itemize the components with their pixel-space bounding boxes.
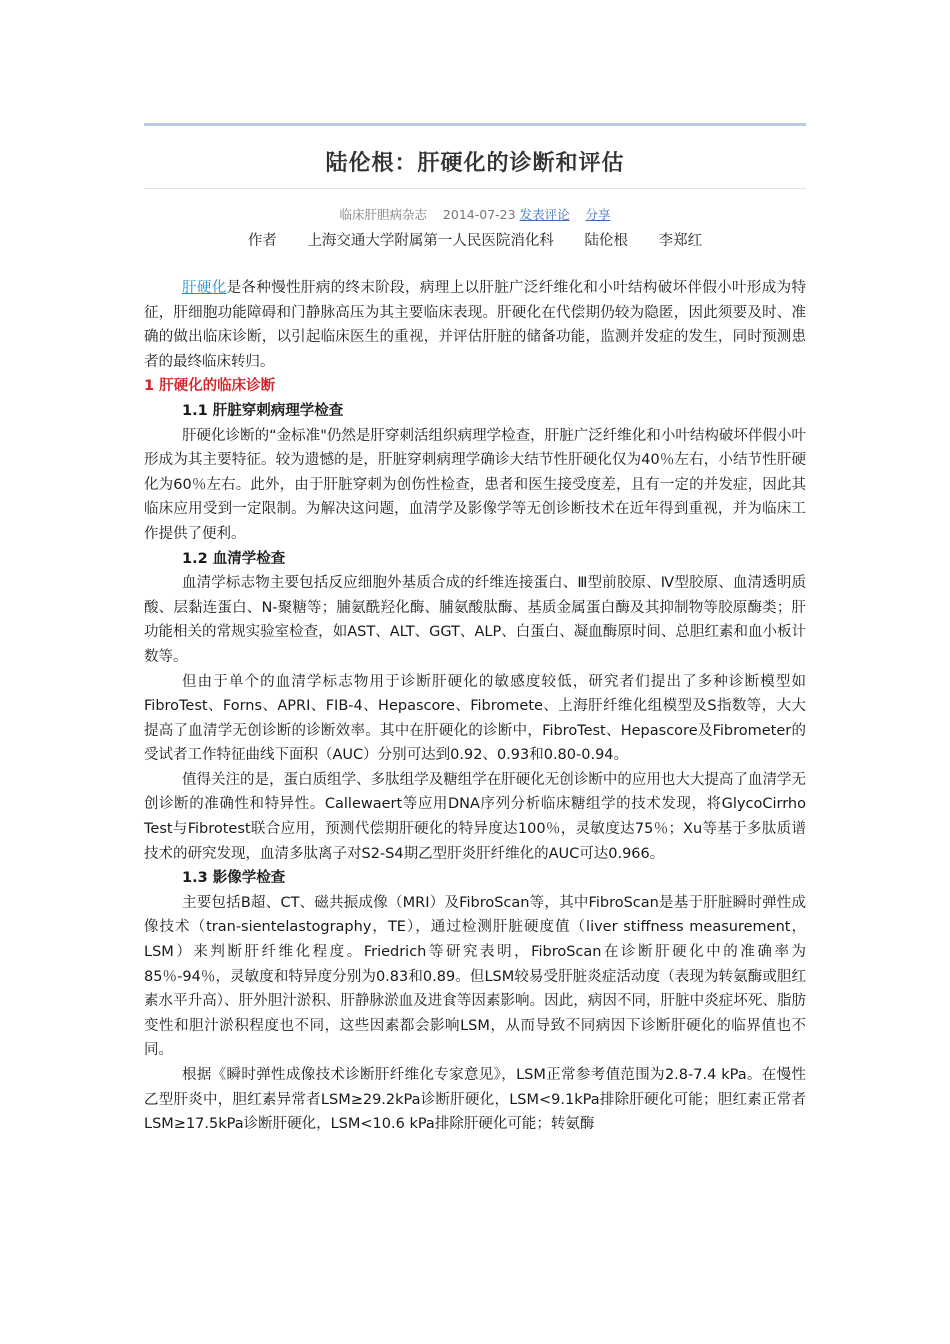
article-title: 陆伦根：肝硬化的诊断和评估 bbox=[325, 151, 625, 176]
body-paragraph: 血清学标志物主要包括反应细胞外基质合成的纤维连接蛋白、Ⅲ型前胶原、Ⅳ型胶原、血清透明质酸、层黏连蛋白、N-聚糖等；脯氨酰羟化酶、脯氨酸肽酶、基质金属蛋白酶及其抑制物等胶原酶类；肝功能相关的常规实验室检查，如AST、ALT、GGT、ALP、白蛋白、凝血酶原时间、总胆红素和血小板计数等。 bbox=[144, 575, 806, 665]
author-affiliation: 上海交通大学附属第一人民医院消化科 bbox=[307, 233, 554, 249]
article-body bbox=[144, 276, 806, 1137]
subsection-heading: 1.3 影像学检查 bbox=[182, 870, 286, 887]
author-name: 李郑红 bbox=[658, 233, 703, 249]
share-link[interactable]: 分享 bbox=[585, 207, 611, 222]
body-paragraph: 但由于单个的血清学标志物用于诊断肝硬化的敏感度较低，研究者们提出了多种诊断模型如FibroTest、Forns、APRI、FIB-4、Hepascore、Fibromete、上海肝纤维化组模型及S指数等，大大提高了血清学无创诊断的诊断效率。其中在肝硬化的诊断中，FibroTest、Hepascore及Fibrometer的受试者工作特征曲线下面积（AUC）分别可达到0.92、0.93和0.80-0.94。 bbox=[144, 673, 806, 764]
body-paragraph: 值得关注的是，蛋白质组学、多肽组学及糖组学在肝硬化无创诊断中的应用也大大提高了血清学无创诊断的准确性和特异性。Callewaert等应用DNA序列分析临床糖组学的技术发现，将GlycoCirrho Test与Fibrotest联合应用，预测代偿期肝硬化的特异度达100％，灵敏度达75％；Xu等基于多肽质谱技术的研究发现，血清多肽离子对S2-S4期乙型肝炎肝纤维化的AUC可达0.966。 bbox=[144, 771, 806, 862]
source-journal: 临床肝胆病杂志 bbox=[339, 207, 428, 222]
intro-paragraph bbox=[144, 276, 806, 374]
author-line bbox=[144, 229, 806, 250]
body-paragraph: 肝硬化诊断的“金标准"仍然是肝穿刺活组织病理学检查，肝脏广泛纤维化和小叶结构破坏伴假小叶形成为其主要特征。较为遗憾的是，肝脏穿刺病理学确诊大结节性肝硬化仅为40％左右，小结节性肝硬化为60％左右。此外，由于肝脏穿刺为创伤性检查，患者和医生接受度差，且有一定的并发症，因此其临床应用受到一定限制。为解决这问题，血清学及影像学等无创诊断技术在近年得到重视，并为临床工作提供了便利。 bbox=[144, 427, 806, 542]
keyword-link[interactable]: 肝硬化 bbox=[182, 280, 227, 296]
intro-text: 是各种慢性肝病的终末阶段，病理上以肝脏广泛纤维化和小叶结构破坏伴假小叶形成为特征，肝细胞功能障碍和门静脉高压为其主要临床表现。肝硬化在代偿期仍较为隐匿，因此须要及时、准确的做出临床诊断，以引起临床医生的重视，并评估肝脏的储备功能，监测并发症的发生，同时预测患者的最终临床转归。 bbox=[144, 280, 807, 370]
subsection-heading: 1.2 血清学检查 bbox=[182, 550, 286, 567]
subsection-heading: 1.1 肝脏穿刺病理学检查 bbox=[182, 402, 344, 419]
comment-link[interactable]: 发表评论 bbox=[519, 207, 570, 222]
body-paragraph: 根据《瞬时弹性成像技术诊断肝纤维化专家意见》，LSM正常参考值范围为2.8-7.4 kPa。在慢性乙型肝炎中，胆红素异常者LSM≥29.2kPa诊断肝硬化，LSM<9.1kPa排除肝硬化可能；胆红素正常者LSM≥17.5kPa诊断肝硬化，LSM<10.6 kPa排除肝硬化可能；转氨酶 bbox=[144, 1067, 806, 1133]
section-heading: 1 肝硬化的临床诊断 bbox=[144, 378, 276, 395]
title-divider bbox=[144, 188, 806, 189]
article-meta bbox=[144, 205, 806, 223]
top-divider bbox=[144, 123, 806, 126]
publish-date: 2014-07-23 bbox=[442, 207, 516, 222]
author-name: 陆伦根 bbox=[584, 233, 629, 249]
body-paragraph: 主要包括B超、CT、磁共振成像（MRI）及FibroScan等，其中FibroScan是基于肝脏瞬时弹性成像技术（tran-sientelastography，TE），通过检测肝脏硬度值（liver stiffness measurement，LSM）来判断肝纤维化程度。Friedrich等研究表明，FibroScan在诊断肝硬化中的准确率为85％-94％，灵敏度和特异度分别为0.83和0.89。但LSM较易受肝脏炎症活动度（表现为转氨酶或胆红素水平升高）、肝外胆汁淤积、肝静脉淤血及进食等因素影响。因此，病因不同，肝脏中炎症坏死、脂肪变性和胆汁淤积程度也不同，这些因素都会影响LSM，从而导致不同病因下诊断肝硬化的临界值也不同。 bbox=[144, 894, 806, 1059]
author-label: 作者 bbox=[247, 233, 277, 249]
